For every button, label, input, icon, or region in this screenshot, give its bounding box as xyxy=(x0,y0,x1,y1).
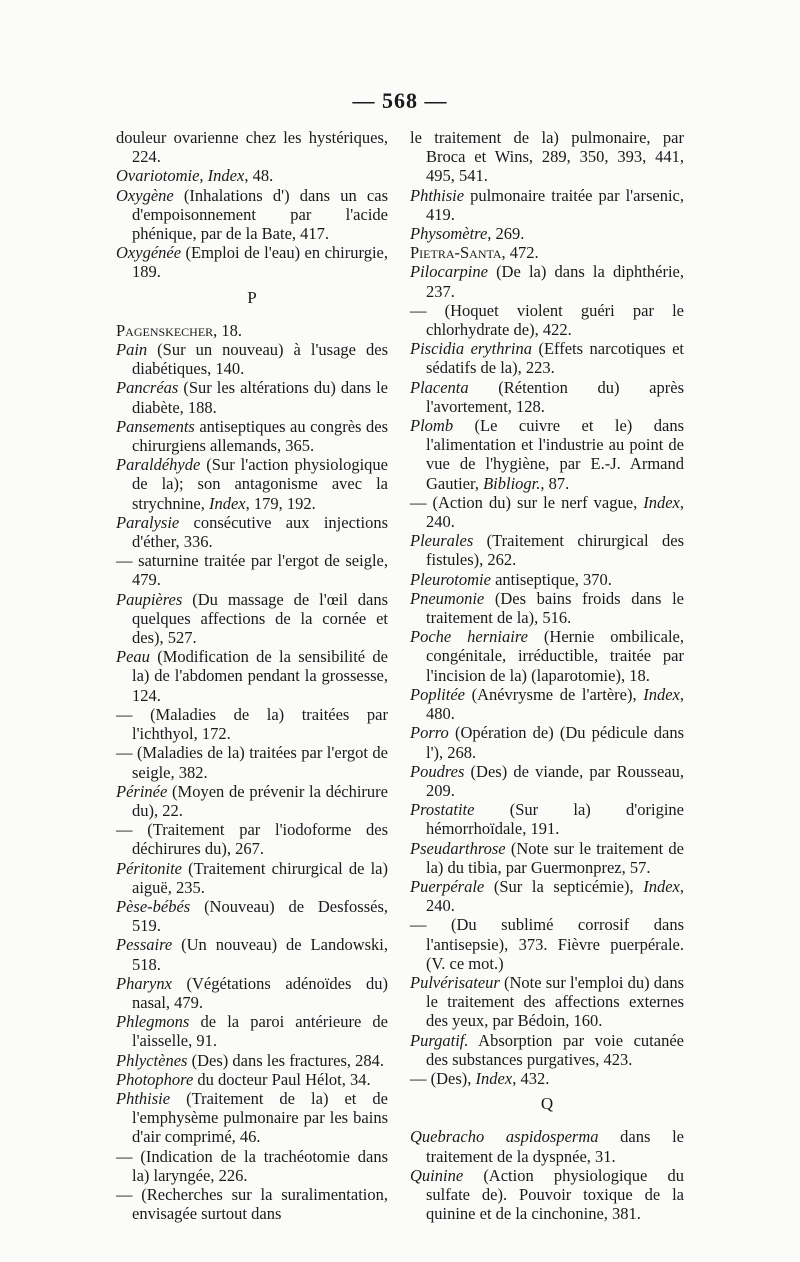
index-entry xyxy=(116,859,388,897)
page-number: — 568 — xyxy=(352,88,448,113)
entry-text: (Rétention du) après l'avortement, 128. xyxy=(426,377,684,416)
index-entry xyxy=(410,493,684,531)
index-entry xyxy=(116,340,388,378)
entry-text: (Modification de la sensibilité de la) de l'abdomen pendant la grossesse, 124. xyxy=(132,647,388,705)
entry-text: Absorption par voie cutanée des substances purgatives, 423. xyxy=(426,1030,684,1069)
index-entry xyxy=(410,339,684,377)
entry-text: — (Maladies de la) traitées par l'ichthyol, 172. xyxy=(116,704,388,744)
entry-heading: Phthisie xyxy=(410,185,465,205)
entry-text: antiseptiques au congrès des chirurgiens allemands, 365. xyxy=(132,416,388,456)
entry-text: (Note sur l'emploi du) dans le traitement des affections externes des yeux, par Bédoin, 160. xyxy=(426,972,684,1031)
index-entry xyxy=(116,1185,388,1223)
left-column xyxy=(116,128,388,1223)
entry-text: (Le cuivre et le) dans l'alimentation et l'industrie au point de vue de l'hygiène, par E.-J. Armand Gautier, xyxy=(426,416,684,493)
index-entry xyxy=(116,378,388,416)
entry-heading: Paraldéhyde xyxy=(116,455,201,475)
entry-pages: , 87. xyxy=(540,473,570,493)
index-entry xyxy=(116,186,388,244)
index-entry xyxy=(410,839,684,877)
index-entry xyxy=(410,915,684,973)
entry-reference: Index xyxy=(643,492,680,512)
entry-text: (Effets narcotiques et sédatifs de la), 223. xyxy=(426,339,685,378)
entry-text: (Inhalations d') dans un cas d'empoisonnement par l'acide phénique, par de la Bate, 417. xyxy=(132,185,388,244)
entry-text: (Des) de viande, par Rousseau, 209. xyxy=(426,761,684,800)
entry-heading: Phlyctènes xyxy=(116,1050,188,1070)
entry-heading: Poudres xyxy=(410,761,465,781)
index-entry xyxy=(410,378,684,416)
entry-reference: Index xyxy=(475,1068,513,1088)
index-entry xyxy=(410,301,684,339)
entry-heading: Quebracho aspidosperma xyxy=(410,1127,599,1147)
index-entry xyxy=(116,1070,388,1089)
entry-text: (Traitement chirurgical de la) aiguë, 235. xyxy=(132,858,388,897)
entry-text: (Moyen de prévenir la déchirure du), 22. xyxy=(132,781,388,820)
entry-heading: Pessaire xyxy=(116,935,173,955)
index-entry xyxy=(410,570,684,589)
entry-heading: Périnée xyxy=(116,781,168,801)
entry-text: (Traitement chirurgical des fistules), 262. xyxy=(426,531,684,570)
entry-heading: Piscidia erythrina xyxy=(410,339,532,359)
index-entry: le traitement de la) pulmonaire, par Broca et Wins, 289, 350, 393, 441, 495, 541. xyxy=(410,128,684,186)
entry-pages: , 48. xyxy=(244,166,274,186)
index-entry xyxy=(116,743,388,781)
entry-reference: Index xyxy=(643,684,680,704)
index-entry xyxy=(410,589,684,627)
entry-heading: Pulvérisateur xyxy=(410,972,500,992)
entry-pages: , 480. xyxy=(426,684,684,724)
entry-heading: Phlegmons xyxy=(116,1012,190,1032)
entry-text: (Végétations adénoïdes du) nasal, 479. xyxy=(132,973,388,1012)
entry-text: (De la) dans la diphthérie, 237. xyxy=(426,262,684,301)
entry-text: (Sur les altérations du) dans le diabète, 188. xyxy=(132,378,388,417)
entry-heading: Peau xyxy=(116,647,150,667)
author-name: Pietra-Santa, 472. xyxy=(410,243,539,263)
index-entry xyxy=(116,1051,388,1070)
entry-text: consécutive aux injections d'éther, 336. xyxy=(132,512,388,552)
entry-text: (Emploi de l'eau) en chirurgie, 189. xyxy=(132,243,388,282)
entry-text: (Opération de) (Du pédicule dans l'), 268. xyxy=(426,723,684,762)
entry-reference: Index xyxy=(208,493,246,513)
entry-text: de la paroi antérieure de l'aisselle, 91. xyxy=(132,1012,388,1051)
index-entry xyxy=(116,243,388,281)
entry-text: — (Hoquet violent guéri par le chlorhydrate de), 422. xyxy=(410,300,684,340)
entry-heading: Placenta xyxy=(410,377,469,397)
entry-text: , 269. xyxy=(487,224,525,244)
entry-heading: Paupières xyxy=(116,589,183,609)
index-entry xyxy=(410,1166,684,1224)
index-entry xyxy=(410,685,684,723)
index-entry xyxy=(410,416,684,493)
entry-text: (Des bains froids dans le traitement de la), 516. xyxy=(426,588,684,628)
index-entry xyxy=(116,321,388,340)
entry-heading: Physomètre xyxy=(410,224,488,244)
entry-text: (Traitement de la) et de l'emphysème pulmonaire par les bains d'air comprimé, 46. xyxy=(132,1088,388,1147)
entry-pages: , 240. xyxy=(426,876,684,916)
index-entry xyxy=(116,513,388,551)
index-entry xyxy=(116,1089,388,1147)
entry-pages: , 240. xyxy=(426,492,684,532)
entry-text: — (Action du) sur le nerf vague, xyxy=(410,492,644,512)
index-entry xyxy=(116,705,388,743)
entry-heading: Pleurotomie xyxy=(410,569,491,589)
entry-heading: Purgatif. xyxy=(410,1030,469,1050)
entry-text: (Action physiologique du sulfate de). Pouvoir toxique de la quinine et de la cinchonine, 381. xyxy=(426,1165,684,1224)
entry-text: (Sur la septicémie), xyxy=(484,876,644,896)
index-entry xyxy=(116,417,388,455)
index-entry xyxy=(410,800,684,838)
entry-heading: Phthisie xyxy=(116,1088,171,1108)
entry-heading: Poplitée xyxy=(410,684,465,704)
entry-text: — (Maladies de la) traitées par l'ergot de seigle, 382. xyxy=(116,743,388,782)
index-entry xyxy=(116,551,388,589)
section-letter: P xyxy=(247,287,257,307)
entry-heading: Puerpérale xyxy=(410,876,485,896)
entry-heading: Paralysie xyxy=(116,512,180,532)
index-entry xyxy=(116,897,388,935)
entry-text: antiseptique, 370. xyxy=(490,569,612,589)
index-entry xyxy=(116,590,388,648)
index-entry xyxy=(116,974,388,1012)
entry-text: pulmonaire traitée par l'arsenic, 419. xyxy=(426,185,684,224)
index-entry xyxy=(116,455,388,513)
entry-text: (Du massage de l'œil dans quelques affections de la cornée et des), 527. xyxy=(132,589,388,648)
index-entry xyxy=(410,243,684,262)
index-entry xyxy=(116,935,388,973)
entry-reference: Index xyxy=(643,876,680,896)
entry-heading: Photophore xyxy=(116,1069,194,1089)
entry-text: (Sur l'action physiologique de la); son antagonisme avec la strychnine, xyxy=(132,455,388,513)
entry-heading: Prostatite xyxy=(410,800,475,820)
entry-text: (Hernie ombilicale, congénitale, irréductible, traitée par l'incision de la) (laparotomie), 18. xyxy=(426,627,684,685)
entry-heading: Quinine xyxy=(410,1165,464,1185)
right-column xyxy=(410,128,684,1223)
entry-text: (Sur la) d'origine hémorrhoïdale, 191. xyxy=(426,800,684,839)
entry-text: — (Traitement par l'iodoforme des déchirures du), 267. xyxy=(116,820,388,859)
index-entry xyxy=(410,723,684,761)
entry-heading: Pain xyxy=(116,340,148,360)
entry-heading: Pseudarthrose xyxy=(410,838,506,858)
entry-pages: , 432. xyxy=(512,1068,550,1088)
entry-text: — (Du sublimé corrosif dans l'antisepsie), 373. Fièvre puerpérale. (V. ce mot.) xyxy=(410,915,684,973)
entry-heading: Poche herniaire xyxy=(410,627,528,647)
index-entry xyxy=(116,166,388,185)
entry-text: du docteur Paul Hélot, 34. xyxy=(193,1069,371,1089)
entry-text: — (Des), xyxy=(410,1068,476,1088)
entry-heading: Péritonite xyxy=(116,858,182,878)
index-entry xyxy=(116,1012,388,1050)
entry-text: — (Indication de la trachéotomie dans la) laryngée, 226. xyxy=(116,1146,388,1185)
index-entry xyxy=(410,627,684,685)
index-entry xyxy=(410,262,684,300)
index-entry xyxy=(116,820,388,858)
index-entry xyxy=(410,1127,684,1165)
entry-text: — (Recherches sur la suralimentation, envisagée surtout dans xyxy=(116,1184,388,1224)
entry-text: (Des) dans les fractures, 284. xyxy=(187,1050,385,1070)
entry-heading: Pèse-bébés xyxy=(116,896,191,916)
index-entry xyxy=(410,186,684,224)
entry-heading: Oxygène xyxy=(116,185,174,205)
entry-heading: Pansements xyxy=(116,416,195,436)
index-entry xyxy=(410,877,684,915)
index-entry xyxy=(410,224,684,243)
index-entry xyxy=(116,647,388,705)
index-entry xyxy=(410,973,684,1031)
entry-heading: Ovariotomie, xyxy=(116,166,204,186)
entry-text: (Note sur le traitement de la) du tibia, par Guermonprez, 57. xyxy=(426,838,684,877)
entry-pages: , 179, 192. xyxy=(245,493,316,513)
index-entry xyxy=(116,782,388,820)
index-entry xyxy=(410,531,684,569)
entry-heading: Porro xyxy=(410,723,449,743)
entry-heading: Plomb xyxy=(410,416,454,436)
entry-text: (Nouveau) de Desfossés, 519. xyxy=(132,896,388,936)
entry-text: (Anévrysme de l'artère), xyxy=(464,684,644,704)
index-entry xyxy=(410,762,684,800)
entry-heading: Pharynx xyxy=(116,973,172,993)
entry-text: (Un nouveau) de Landowski, 518. xyxy=(132,935,388,974)
entry-reference: Bibliogr. xyxy=(483,473,541,493)
entry-text: dans le traitement de la dyspnée, 31. xyxy=(426,1127,684,1166)
entry-heading: Pleurales xyxy=(410,531,474,551)
entry-heading: Pneumonie xyxy=(410,588,485,608)
index-entry xyxy=(410,1031,684,1069)
entry-heading: Oxygénée xyxy=(116,243,182,263)
entry-text: (Sur un nouveau) à l'usage des diabétiques, 140. xyxy=(132,340,388,379)
index-entry xyxy=(410,1069,684,1088)
index-entry xyxy=(116,1147,388,1185)
index-entry: douleur ovarienne chez les hystériques, 224. xyxy=(116,128,388,167)
entry-heading: Pilocarpine xyxy=(410,262,488,282)
author-name: Pagenskecher, 18. xyxy=(116,320,243,340)
entry-reference: Index xyxy=(207,166,245,186)
entry-heading: Pancréas xyxy=(116,378,179,398)
entry-text: — saturnine traitée par l'ergot de seigle, 479. xyxy=(116,551,388,590)
section-letter: Q xyxy=(540,1094,554,1114)
